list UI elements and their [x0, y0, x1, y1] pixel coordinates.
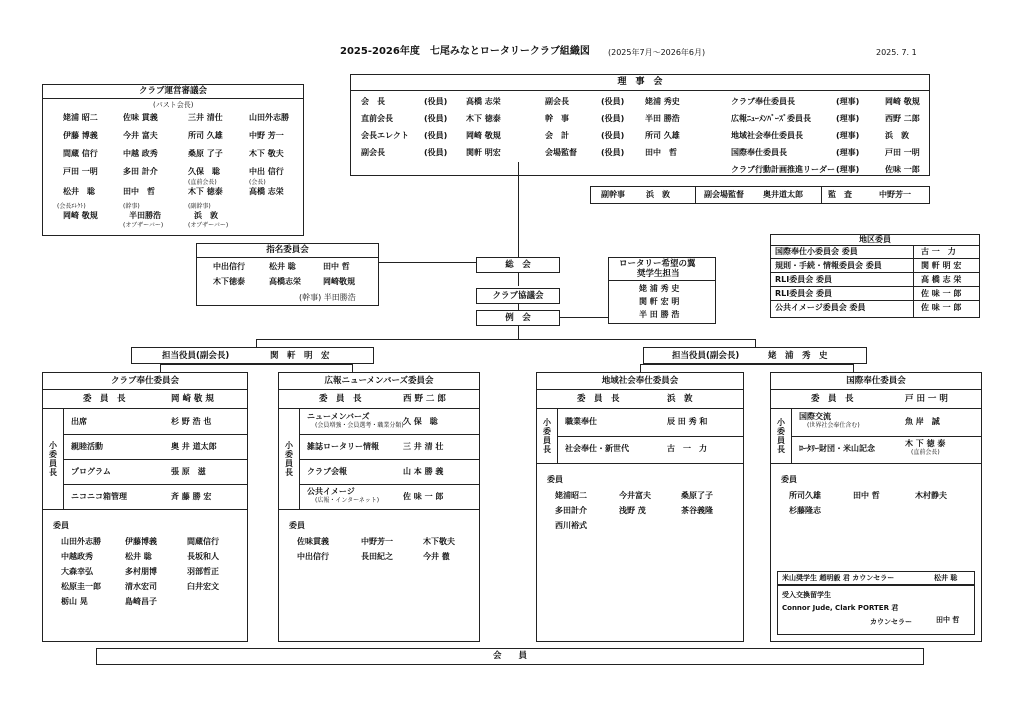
district-box: [770, 234, 980, 318]
divider: [557, 436, 743, 437]
council-name: 中越 政秀: [123, 149, 158, 158]
divider: [63, 459, 247, 460]
sub-chair-label: 小: [777, 418, 785, 427]
sub-chair-label: 員: [285, 459, 293, 468]
scholarship-name: 関 軒 宏 明: [639, 297, 680, 306]
sub-committee-name: 親睦活動: [71, 442, 103, 451]
council-name: 佐味 貫義: [123, 113, 158, 122]
club-assembly: クラブ協議会: [476, 288, 560, 304]
member-name: 山田外志勝: [61, 537, 101, 546]
connector: [640, 364, 641, 372]
divider: [695, 187, 696, 203]
member-name: 所司久雄: [789, 491, 821, 500]
member-name: 多田計介: [555, 506, 587, 515]
member-name: 木村静夫: [915, 491, 947, 500]
board-tag: (役員): [424, 148, 448, 157]
sub-chair-label: 委: [49, 450, 57, 459]
vp-right-bar: [643, 347, 867, 364]
committee-community: [536, 372, 744, 642]
divider: [771, 258, 979, 259]
members-label: 委員: [547, 475, 563, 484]
connector: [256, 339, 257, 347]
divider: [299, 484, 479, 485]
sub-committee-name: 出席: [71, 417, 87, 426]
sub-committee-name: 国際交流: [799, 412, 831, 421]
divider: [771, 272, 979, 273]
member-name: 桑原了子: [681, 491, 713, 500]
council-name: 姥浦 昭二: [63, 113, 98, 122]
sub-chair-label: 長: [285, 468, 293, 477]
sub-committee-name: 雑誌ロータリー情報: [307, 442, 379, 451]
connector: [256, 339, 756, 340]
page-period: (2025年7月～2026年6月): [608, 48, 706, 57]
divider: [771, 300, 979, 301]
board-role: 会場監督: [545, 148, 577, 157]
member-name: 間蔵信行: [187, 537, 219, 546]
divider: [771, 463, 981, 464]
board-tag: (役員): [424, 131, 448, 140]
member-name: 大森幸弘: [61, 567, 93, 576]
board-tag: (役員): [424, 114, 448, 123]
board-title: 理 事 会: [351, 75, 929, 91]
nomination-name: 岡崎敬規: [323, 277, 355, 286]
member-name: 佐味貫義: [297, 537, 329, 546]
chair-name: 岡 崎 敬 規: [171, 394, 214, 404]
member-name: 杉藤隆志: [789, 506, 821, 515]
connector: [518, 272, 519, 286]
council-name: 所司 久雄: [188, 131, 223, 140]
member-name: 松原圭一郎: [61, 582, 101, 591]
page-date: 2025. 7. 1: [876, 48, 917, 57]
vp-left-label: 担当役員(副会長): [162, 351, 230, 361]
board-role: クラブ行動計画推進リーダー: [731, 165, 835, 174]
committee-intl: [770, 372, 982, 642]
member-name: 長坂和人: [187, 552, 219, 561]
chair-label: 委 員 長: [83, 394, 126, 404]
district-role: 規則・手続・情報委員会 委員: [775, 261, 882, 270]
board-name: 高橋 志栄: [466, 97, 501, 106]
board-tag: (理事): [836, 165, 860, 174]
committee-title: クラブ奉仕委員会: [43, 373, 247, 390]
sub-chair-label: 長: [777, 445, 785, 454]
sub-chair-name: 斉 藤 勝 宏: [171, 492, 212, 501]
board-name: 戸田 一明: [885, 148, 920, 157]
member-name: 茶谷義隆: [681, 506, 713, 515]
council-name: 戸田 一明: [63, 167, 98, 176]
council-note: (オブザーバー): [188, 222, 229, 229]
connector: [640, 364, 853, 365]
board-role: 会 長: [361, 97, 385, 106]
member-name: 島崎昌子: [125, 597, 157, 606]
divider: [63, 434, 247, 435]
member-name: 田中 哲: [853, 491, 880, 500]
members-label: 委員: [781, 475, 797, 484]
board-extra-role: 監 査: [828, 190, 852, 199]
divider: [537, 408, 743, 409]
sub-chair-label: 小: [49, 441, 57, 450]
nomination-name: 田中 哲: [323, 262, 350, 271]
divider: [63, 484, 247, 485]
sub-chair-label: 委: [777, 427, 785, 436]
sub-committee-note: (広報・インターネット): [315, 497, 380, 504]
chair-name: 戸 田 一 明: [905, 394, 948, 404]
district-role: RLI委員会 委員: [775, 289, 833, 298]
members-label: 委員: [53, 521, 69, 530]
divider: [299, 459, 479, 460]
council-note: (オブザーバー): [123, 222, 164, 229]
nomination-box: [196, 243, 379, 306]
board-role: 直前会長: [361, 114, 393, 123]
sub-chair-name: 張 原 滋: [171, 467, 206, 476]
board-name: 半田 勝浩: [645, 114, 680, 123]
member-name: 臼井宏文: [187, 582, 219, 591]
sub-chair-name: 佐 味 一 郎: [403, 492, 444, 501]
yoneyama-box: [777, 571, 975, 585]
board-extra-name: 中野芳一: [879, 190, 911, 199]
sub-chair-label: 委: [285, 450, 293, 459]
board-role: 国際奉仕委員長: [731, 148, 787, 157]
board-name: 岡崎 敬規: [885, 97, 920, 106]
district-title: 地区委員: [771, 235, 979, 246]
council-title: クラブ運営審議会: [43, 85, 303, 99]
sub-committee-name: ﾛｰﾀﾘｰ財団・米山記念: [799, 444, 875, 453]
member-name: 今井富夫: [619, 491, 651, 500]
regular-meeting: 例 会: [476, 310, 560, 326]
board-name: 佐味 一郎: [885, 165, 920, 174]
sub-chair-name: 奥 井 道太郎: [171, 442, 217, 451]
connector: [755, 339, 756, 347]
divider: [913, 245, 914, 317]
member-name: 浅野 茂: [619, 506, 646, 515]
vp-left-name: 関 軒 明 宏: [270, 351, 330, 361]
member-name: 伊藤博義: [125, 537, 157, 546]
nomination-name: 中出信行: [213, 262, 245, 271]
nomination-last: (幹事) 半田勝浩: [299, 293, 356, 302]
board-name: 西野 二郎: [885, 114, 920, 123]
council-name: 多田 計介: [123, 167, 158, 176]
board-name: 木下 徳泰: [466, 114, 501, 123]
exchange-counselor: 田中 哲: [936, 616, 960, 624]
divider: [43, 408, 247, 409]
council-note: (会長): [249, 179, 266, 186]
divider: [537, 463, 743, 464]
council-name: 半田勝浩: [129, 211, 161, 220]
board-role: クラブ奉仕委員長: [731, 97, 795, 106]
sub-committee-name: 社会奉仕・新世代: [565, 444, 629, 453]
district-name: 高 橋 志 栄: [921, 275, 962, 284]
member-name: 長田紀之: [361, 552, 393, 561]
sub-chair-label: 員: [777, 436, 785, 445]
member-name: 姥浦昭二: [555, 491, 587, 500]
council-name: 浜 敦: [194, 211, 218, 220]
board-tag: (理事): [836, 97, 860, 106]
board-tag: (役員): [601, 114, 625, 123]
board-role: 広報ﾆｭｰﾒﾝﾊﾞｰｽﾞ委員長: [731, 114, 811, 123]
nomination-name: 高橋志栄: [269, 277, 301, 286]
board-tag: (理事): [836, 148, 860, 157]
council-note: (幹事): [123, 203, 140, 210]
divider: [821, 187, 822, 203]
council-name: 中野 芳一: [249, 131, 284, 140]
board-name: 浜 敦: [885, 131, 909, 140]
district-name: 古 一 力: [921, 247, 956, 256]
council-name: 木下 敬夫: [249, 149, 284, 158]
sub-committee-name: 職業奉仕: [565, 417, 597, 426]
member-name: 中野芳一: [361, 537, 393, 546]
exchange-box: [777, 585, 975, 635]
board-extra-name: 浜 敦: [646, 190, 670, 199]
connector: [853, 364, 854, 372]
sub-committee-name: プログラム: [71, 467, 111, 476]
district-name: 佐 味 一 郎: [921, 289, 962, 298]
district-role: 公共イメージ委員会 委員: [775, 303, 866, 312]
council-box: [42, 84, 304, 236]
member-name: 松井 聡: [125, 552, 152, 561]
sub-committee-name: クラブ会報: [307, 467, 347, 476]
member-name: 中出信行: [297, 552, 329, 561]
sub-chair-name: 三 井 清 壮: [403, 442, 444, 451]
member-name: 西川裕式: [555, 521, 587, 530]
chair-label: 委 員 長: [811, 394, 854, 404]
sub-chair-label: 長: [543, 445, 551, 454]
board-extra-box: [590, 186, 930, 204]
sub-chair-name: 杉 野 浩 也: [171, 417, 212, 426]
council-name: 間蔵 信行: [63, 149, 98, 158]
scholarship-title: ロータリー希望の翼: [619, 259, 696, 269]
council-name: 高橋 志栄: [249, 187, 284, 196]
divider: [771, 408, 981, 409]
connector: [378, 262, 476, 263]
scholarship-name: 半 田 勝 浩: [639, 310, 680, 319]
connector: [518, 325, 519, 339]
connector: [160, 364, 352, 365]
council-name: 今井 富夫: [123, 131, 158, 140]
scholarship-subtitle: 奨学生担当: [637, 269, 680, 279]
board-name: 田中 哲: [645, 148, 677, 157]
member-name: 今井 徹: [423, 552, 450, 561]
connector: [160, 364, 161, 372]
board-role: 幹 事: [545, 114, 569, 123]
vp-right-label: 担当役員(副会長): [672, 351, 740, 361]
board-extra-role: 副会場監督: [704, 190, 744, 199]
member-name: 羽部哲正: [187, 567, 219, 576]
board-role: 会長エレクト: [361, 131, 409, 140]
connector: [518, 162, 519, 259]
council-note: (会長ｴﾚｸﾄ): [57, 203, 86, 210]
chair-label: 委 員 長: [319, 394, 362, 404]
sub-committee-name: ニコニコ箱管理: [71, 492, 127, 501]
board-tag: (役員): [601, 131, 625, 140]
vp-right-name: 姥 浦 秀 史: [768, 351, 828, 361]
chair-label: 委 員 長: [577, 394, 620, 404]
committee-title: 地域社会奉仕委員会: [537, 373, 743, 390]
council-name: 木下 徳泰: [188, 187, 223, 196]
scholarship-name: 姥 浦 秀 史: [639, 284, 680, 293]
sub-chair-name: 魚 岸 誠: [905, 417, 940, 426]
page-title: 2025-2026年度 七尾みなとロータリークラブ組織図: [340, 46, 590, 57]
council-note: (直前会長): [188, 179, 217, 186]
sub-chair-label: 小: [285, 441, 293, 450]
divider: [791, 436, 981, 437]
sub-chair-label: 小: [543, 418, 551, 427]
divider: [609, 280, 715, 281]
sub-chair-note: (直前会長): [911, 449, 940, 456]
board-role: 副会長: [361, 148, 385, 157]
sub-committee-note: (会員増強・会員選考・職業分類): [315, 422, 404, 429]
district-role: 国際奉仕小委員会 委員: [775, 247, 858, 256]
board-tag: (役員): [601, 148, 625, 157]
sub-chair-name: 久 保 聡: [403, 417, 438, 426]
nomination-title: 指名委員会: [197, 244, 378, 258]
sub-chair-name: 古 一 力: [667, 444, 707, 453]
sub-chair-name: 山 本 勝 義: [403, 467, 444, 476]
board-tag: (理事): [836, 131, 860, 140]
board-tag: (理事): [836, 114, 860, 123]
council-name: 伊藤 博義: [63, 131, 98, 140]
board-tag: (役員): [424, 97, 448, 106]
general-meeting: 総 会: [476, 257, 560, 273]
board-name: 所司 久雄: [645, 131, 680, 140]
sub-chair-name: 木 下 徳 泰: [905, 439, 946, 448]
board-role: 副会長: [545, 97, 569, 106]
members-label: 委員: [289, 521, 305, 530]
vp-left-bar: [131, 347, 374, 364]
council-name: 中出 信行: [249, 167, 284, 176]
yoneyama-name: 松井 聡: [934, 574, 958, 582]
sub-chair-label: 委: [543, 427, 551, 436]
sub-committee-name: ニューメンバーズ: [307, 412, 370, 421]
member-name: 多村朋博: [125, 567, 157, 576]
member-name: 清水宏司: [125, 582, 157, 591]
council-name: 三井 清仕: [188, 113, 223, 122]
board-name: 岡崎 敬規: [466, 131, 501, 140]
committee-club: [42, 372, 248, 642]
district-name: 佐 味 一 郎: [921, 303, 962, 312]
member-name: 栃山 晃: [61, 597, 88, 606]
divider: [279, 408, 479, 409]
council-sublabel: (パスト会長): [153, 101, 194, 109]
council-name: 田中 哲: [123, 187, 155, 196]
member-name: 中越政秀: [61, 552, 93, 561]
board-name: 姥浦 秀史: [645, 97, 680, 106]
district-role: RLI委員会 委員: [775, 275, 833, 284]
nomination-name: 松井 聡: [269, 262, 296, 271]
exchange-counselor-label: カウンセラー: [870, 618, 912, 626]
divider: [43, 509, 247, 510]
members-bar: 会 員: [96, 648, 924, 665]
board-role: 会 計: [545, 131, 569, 140]
committee-title: 国際奉仕委員会: [771, 373, 981, 390]
committee-pr: [278, 372, 480, 642]
board-name: 関軒 明宏: [466, 148, 501, 157]
council-name: 松井 聡: [63, 187, 95, 196]
sub-committee-name: 公共イメージ: [307, 487, 355, 496]
council-name: 岡崎 敬規: [63, 211, 98, 220]
district-name: 関 軒 明 宏: [921, 261, 962, 270]
sub-chair-label: 長: [49, 468, 57, 477]
council-note: (副幹事): [188, 203, 211, 210]
board-extra-role: 副幹事: [601, 190, 625, 199]
council-name: 久保 聡: [188, 167, 220, 176]
chair-name: 西 野 二 郎: [403, 394, 446, 404]
exchange-label: 受入交換留学生: [782, 591, 831, 599]
nomination-name: 木下徳泰: [213, 277, 245, 286]
board-box: [350, 74, 930, 176]
sub-committee-note: (世界社会奉仕含む): [807, 422, 860, 429]
scholarship-box: [608, 257, 716, 324]
sub-chair-label: 員: [49, 459, 57, 468]
divider: [299, 434, 479, 435]
chair-name: 浜 敦: [667, 394, 693, 404]
divider: [771, 286, 979, 287]
board-extra-name: 奥井道太郎: [763, 190, 803, 199]
board-role: 地域社会奉仕委員長: [731, 131, 803, 140]
sub-chair-name: 辰 田 秀 和: [667, 417, 708, 426]
connector: [352, 364, 353, 372]
exchange-students: Connor Jude, Clark PORTER 君: [782, 604, 899, 612]
divider: [279, 509, 479, 510]
council-name: 桑原 了子: [188, 149, 223, 158]
member-name: 木下敬夫: [423, 537, 455, 546]
board-tag: (役員): [601, 97, 625, 106]
council-name: 山田外志勝: [249, 113, 289, 122]
connector: [560, 317, 608, 318]
yoneyama-label: 米山奨学生 趙明毅 君 カウンセラー: [782, 574, 895, 582]
committee-title: 広報ニューメンバーズ委員会: [279, 373, 479, 390]
sub-chair-label: 員: [543, 436, 551, 445]
